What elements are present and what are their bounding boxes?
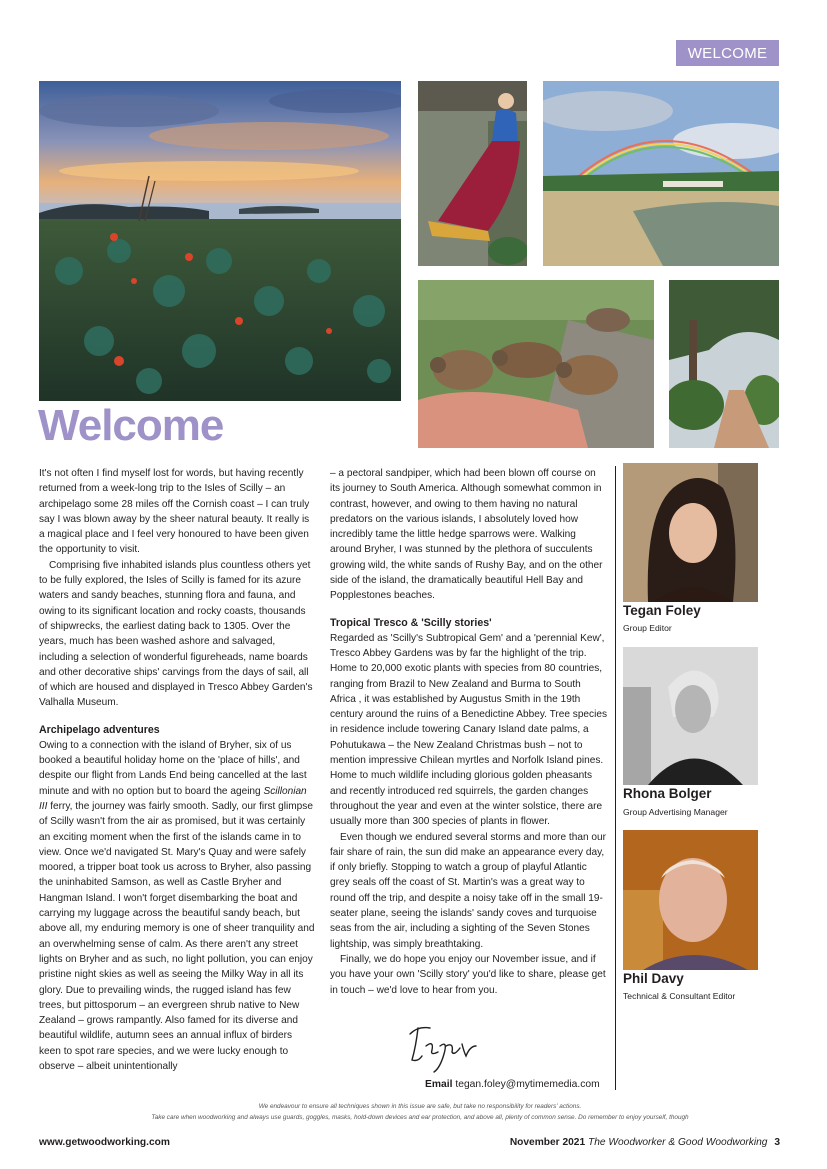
staff-photo-phil (623, 830, 758, 970)
editor-email (425, 1079, 600, 1090)
ferry-name: Scillonian III (39, 785, 307, 812)
footer-website[interactable]: www.getwoodworking.com (39, 1137, 170, 1148)
article-paragraph: Owing to a connection with the island of Bryher, six of us booked a beautiful holiday home on the 'place of hills', and despite our flight from Lands End being cancelled at the last minute and with no option but to board the ageing Scillonian III ferry, the journey was fairly smooth. Sadly, our first glimpse of Scilly wasn't from the air as promised, but it was certainly an exciting moment when the first of the islands came in to view. Once we'd navigated St. Mary's Quay and were safely moored, a tripper boat took us across to Bryher, also passing the uninhabited Samson, as well as Castle Bryher and Hangman Island. I won't forget disembarking the boat and carrying my luggage across the beautiful sandy beach, but above all, my enduring memory is one of sheer tranquility and an overwhelming sense of calm. As there aren't any street lights on Bryher and as such, no light pollution, you can enjoy pristine night skies as well as seeing the Milky Way in all its glory. Due to prevailing winds, the rugged island has few trees, but pittosporum – an evergreen shrub native to New Zealand – grows rampantly. Also famed for its diverse and beautiful wildlife, autumn sees an annual influx of birders keen to spot rare species, and we were lucky enough to observe – albeit unintentionally (39, 739, 315, 1072)
editor-signature (404, 1016, 484, 1074)
subheading-tresco: Tropical Tresco & 'Scilly stories' (330, 616, 492, 629)
sparrows-photo (418, 280, 654, 448)
rainbow-image (543, 81, 779, 266)
safety-disclaimer: Take care when woodworking and always use guards, goggles, masks, hold-down devices and ear protection, and above all, plenty of common sense. Do remember to enjoy yourself, though (151, 1114, 689, 1121)
staff-photo-tegan (623, 463, 758, 602)
garden-image (669, 280, 779, 448)
staff-role: Technical & Consultant Editor (623, 991, 736, 1001)
article-paragraph: Finally, we do hope you enjoy our November issue, and if you have your own 'Scilly story' you'd like to share, please get in touch – we'd love to hear from you. (330, 953, 606, 996)
column-divider (615, 466, 616, 1090)
article-paragraph: It's not often I find myself lost for words, but having recently returned from a week-long trip to the Isles of Scilly – an archipelago some 28 miles off the Cornish coast – I can truly say I was blown away by the sheer natural beauty. It really is a magical place and I feel very honoured to have been given the opportunity to visit. (39, 468, 310, 556)
article-column-left (39, 466, 315, 1074)
footer-issue-info (510, 1137, 780, 1148)
rainbow-photo (543, 81, 779, 266)
subheading-archipelago: Archipelago adventures (39, 723, 160, 736)
article-column-middle (330, 466, 608, 998)
section-tag: WELCOME (676, 40, 779, 66)
sparrows-image (418, 280, 654, 448)
issue-date: November 2021 (509, 1137, 586, 1148)
email-address[interactable]: tegan.foley@mytimemedia.com (455, 1079, 600, 1090)
portrait-image (623, 647, 758, 785)
staff-name: Rhona Bolger (623, 786, 712, 801)
staff-role: Group Editor (623, 623, 672, 633)
portrait-image (623, 463, 758, 602)
figurehead-photo (418, 81, 527, 266)
portrait-image (623, 830, 758, 970)
article-paragraph: – a pectoral sandpiper, which had been blown off course on its journey to South America. Although somewhat common in contrast, however, and owing to them having no natural predators on the various islands, I absolutely loved how incredibly tame the little hedge sparrows were. Walking around Bryher, I was stunned by the plethora of succulents growing wild, the white sands of Rushy Bay, and on the other side of the island, the dramatically beautiful Hell Bay and Popplestones beaches. (330, 468, 603, 602)
figurehead-image (418, 81, 527, 266)
garden-photo (669, 280, 779, 448)
sunset-photo (39, 81, 401, 401)
article-paragraph: Regarded as 'Scilly's Subtropical Gem' and a 'perennial Kew', Tresco Abbey Gardens was by far the highlight of the trip. Home to 20,000 exotic plants with species from 80 countries, ranging from Brazil to New Zealand and Burma to South Africa , it was established by Augustus Smith in the 19th century around the ruins of a Benedictine Abbey. Tree species in residence include towering Canary Island date palms, a Pohutukawa – the New Zealand Christmas bush – not to mention impressive Chilean myrtles and Norfolk Island pines. Home to much wildlife including glorious golden pheasants and recently introduced red squirrels, the garden changes throughout the year and even at the winter solstice, there are usually more than 300 species of plants in flower. (330, 632, 608, 828)
staff-name: Phil Davy (623, 971, 684, 986)
staff-role: Group Advertising Manager (623, 807, 728, 817)
sunset-image (39, 81, 401, 401)
article-paragraph: Comprising five inhabited islands plus countless others yet to be fully explored, the Isles of Scilly is famed for its azure waters and sandy beaches, stunning flora and fauna, and owing to its significant location and rocky coasts, thousands of shipwrecks, the earliest dating back to 1305. Over the years, much has been washed ashore and salvaged, including a selection of wonderful figureheads, name boards and other decorative ships' carvings from the days of sail, all of which are housed and displayed in Tresco Abbey Garden's Valhalla Museum. (39, 559, 313, 709)
page-title: Welcome (38, 401, 224, 450)
page-number: 3 (774, 1137, 780, 1148)
magazine-name: The Woodworker & Good Woodworking (587, 1137, 768, 1148)
email-label: Email (425, 1079, 453, 1090)
staff-photo-rhona (623, 647, 758, 785)
safety-disclaimer: We endeavour to ensure all techniques shown in this issue are safe, but take no responsibility for readers' actions. (258, 1103, 582, 1110)
article-paragraph: Even though we endured several storms and more than our fair share of rain, the sun did make an appearance every day, if only briefly. Stopping to watch a group of playful Atlantic grey seals off the coast of St. Martin's was a great way to round off the trip, and despite a noisy take off in the small 19-seater plane, seeing the islands' sandy coves and turquoise seas from the air, including a sighting of the Seven Stones lightship, was simply breathtaking. (330, 831, 606, 950)
staff-name: Tegan Foley (623, 603, 701, 618)
